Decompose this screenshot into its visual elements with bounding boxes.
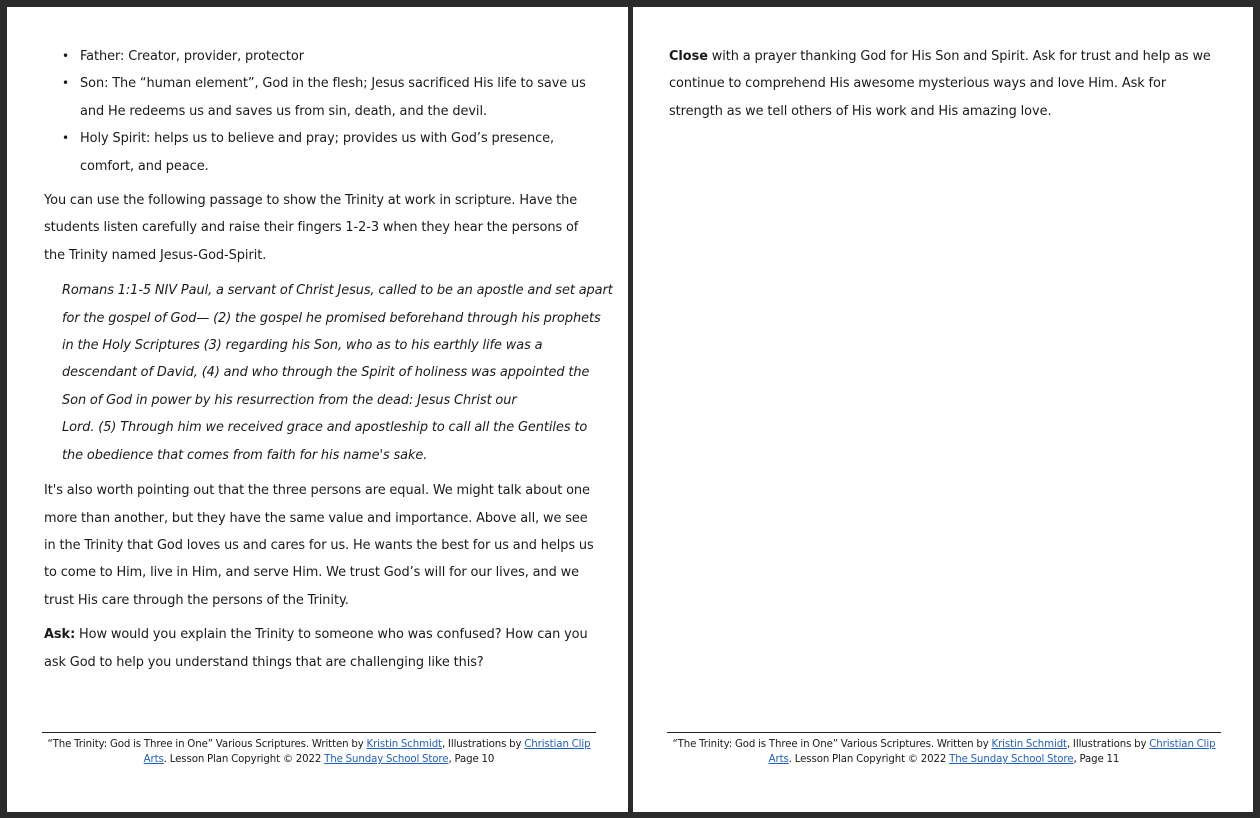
scripture-line: in the Holy Scriptures (3) regarding his Son, who as to his earthly life was a [62,338,543,354]
scripture-line: for the gospel of God— (2) the gospel he promised beforehand through his prophets [62,310,601,326]
author-link[interactable]: Kristin Schmidt [366,739,442,750]
footer-copyright: . Lesson Plan Copyright © 2022 [163,754,325,765]
scripture-line: Romans 1:1-5 NIV Paul, a servant of Christ Jesus, called to be an apostle and set apart [62,283,613,299]
page-footer [42,732,596,767]
store-link[interactable]: The Sunday School Store [324,754,449,765]
list-item-holy-spirit: • Holy Spirit: helps us to believe and pray; provides us with God’s presence, comfort, and peace. [62,125,602,180]
ask-label: Ask: [44,627,76,643]
page-number: , Page 11 [1073,754,1120,765]
scripture-line: descendant of David, (4) and who through the Spirit of holiness was appointed the [62,365,590,381]
scripture-intro-paragraph: You can use the following passage to show the Trinity at work in scripture. Have the students listen carefully and raise their fingers 1-2-3 when they hear the persons of the Trinity named Jesus-God-Spirit. [44,193,579,263]
scripture-line: Lord. (5) Through him we received grace and apostleship to call all the Gentiles to [62,420,588,436]
scripture-line: Son of God in power by his resurrection from the dead: Jesus Christ our [62,392,517,408]
trinity-persons-list [62,43,602,180]
close-paragraph [669,43,1221,125]
list-item-father: • Father: Creator, provider, protector [62,43,602,70]
page-footer [667,732,1221,767]
page-10-body [44,43,613,683]
close-text: with a prayer thanking God for His Son and Spirit. Ask for trust and help as we continue to comprehend His awesome mysterious ways and love Him. Ask for strength as we tell others of His work and His amazing love. [669,49,1211,119]
illustrator-link[interactable]: Christian Clip Arts [768,739,1216,765]
document-page-11 [633,7,1253,812]
illustrator-link[interactable]: Christian Clip Arts [143,739,591,765]
footer-title: “The Trinity: God is Three in One” Various Scriptures. Written by [672,739,992,750]
scripture-line: the obedience that comes from faith for his name's sake. [62,447,428,463]
page-number: , Page 10 [448,754,495,765]
close-label: Close [669,49,708,64]
ask-text: How would you explain the Trinity to someone who was confused? How can you ask God to help you understand things that are challenging like this? [44,627,588,670]
list-item-son: • Son: The “human element”, God in the flesh; Jesus sacrificed His life to save us and He redeems us and saves us from sin, death, and the devil. [62,70,602,125]
footer-text: , Illustrations by [1066,739,1150,750]
store-link[interactable]: The Sunday School Store [949,754,1074,765]
equality-paragraph: It's also worth pointing out that the three persons are equal. We might talk about one more than another, but they have the same value and importance. Above all, we see in the Trinity that God loves us and cares for us. He wants the best for us and helps us to come to Him, live in Him, and serve Him. We trust God’s will for our lives, and we trust His care through the persons of the Trinity. [44,483,594,608]
footer-title: “The Trinity: God is Three in One” Various Scriptures. Written by [47,739,367,750]
document-page-10 [7,7,628,812]
footer-text: , Illustrations by [441,739,525,750]
footer-copyright: . Lesson Plan Copyright © 2022 [788,754,950,765]
ask-paragraph [44,621,602,676]
author-link[interactable]: Kristin Schmidt [991,739,1067,750]
scripture-passage [44,276,613,469]
page-11-body [669,43,1221,132]
